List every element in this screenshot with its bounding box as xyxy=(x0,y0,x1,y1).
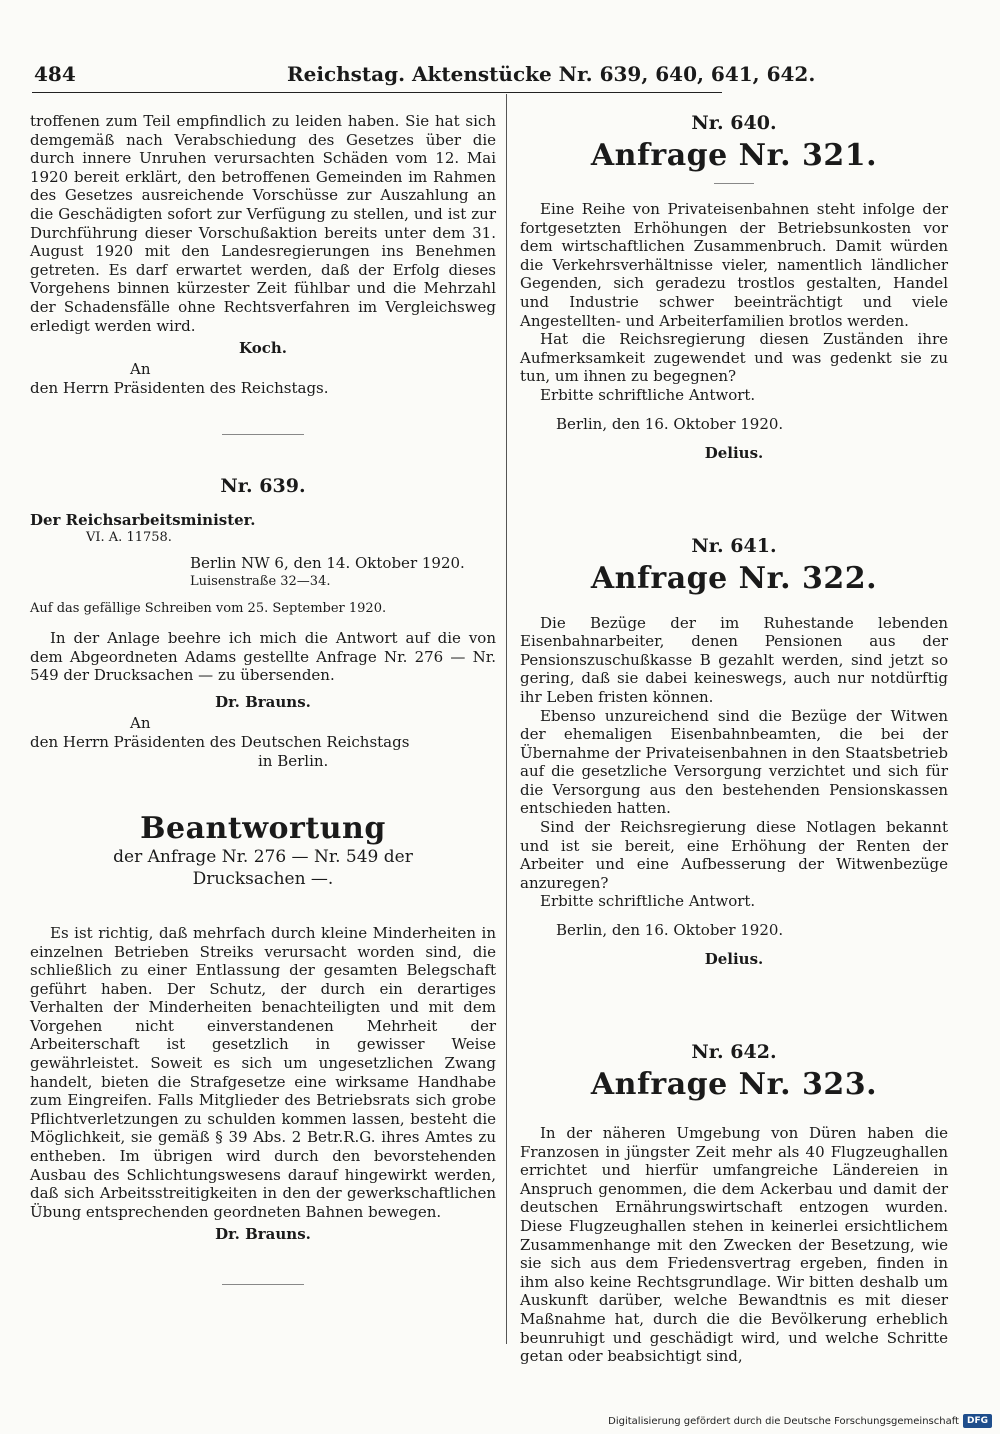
doc-number-642: Nr. 642. xyxy=(691,1041,777,1064)
running-title: Reichstag. Aktenstücke Nr. 639, 640, 641, 642. xyxy=(287,62,816,86)
answer-subtitle: der Anfrage Nr. 276 — Nr. 549 der Drucksachen —. xyxy=(113,846,413,889)
page-header xyxy=(32,60,816,93)
street-address: Luisenstraße 32—34. xyxy=(190,574,331,590)
section-divider xyxy=(222,434,304,435)
anfrage-321-paragraph-1: Eine Reihe von Privateisenbahnen steht infolge der fortgesetzten Erhöhungen der Betriebsunkosten vor dem wirtschaftlichen Zusammenbruch. Damit würden die Verkehrsverhältnisse vieler, namentlich ländlicher Gegenden, sich geradezu trostlos gestalten, Handel und Industrie schwer beeinträchtigt und viele Angestellten- und Arbeiterfamilien brotlos werden. xyxy=(520,200,948,330)
salutation-an: An xyxy=(130,360,151,379)
anfrage-322-paragraph-2: Ebenso unzureichend sind die Bezüge der Witwen der ehemaligen Eisenbahnbeamten, die bei der Übernahme der Privateisenbahnen in den Staatsbetrieb auf die gesetzliche Versorgung verzichtet und sich für die Versorgung aus den bestehenden Pensionskassen entschieden hatten. xyxy=(520,706,948,818)
place-date: Berlin NW 6, den 14. Oktober 1920. xyxy=(190,554,465,573)
end-divider xyxy=(222,1284,304,1285)
doc-number-640: Nr. 640. xyxy=(691,112,777,134)
cover-letter-body: In der Anlage beehre ich mich die Antwort auf die von dem Abgeordneten Adams gestellte Anfrage Nr. 276 — Nr. 549 der Drucksachen — zu übersenden. xyxy=(30,629,496,685)
anfrage-321-paragraph-2: Hat die Reichsregierung diesen Zuständen ihre Aufmerksamkeit zugewendet und was gedenkt sie zu tun, um ihnen zu begegnen? xyxy=(520,330,948,386)
digitization-footer xyxy=(608,1414,992,1428)
page-number: 484 xyxy=(34,62,76,86)
doc-number-639: Nr. 639. xyxy=(220,475,306,498)
anfrage-322-date: Berlin, den 16. Oktober 1920. xyxy=(556,921,784,940)
anfrage-322-paragraph-1: Die Bezüge der im Ruhestande lebenden Eisenbahnarbeiter, denen Pensionen aus der Pensionszuschußkasse B gezahlt werden, sind jetzt so gering, daß sie dabei keineswegs, auch nur notdürftig ihr Leben fristen können. xyxy=(520,613,948,706)
answer-body: Es ist richtig, daß mehrfach durch kleine Minderheiten in einzelnen Betrieben Streiks verursacht worden sind, die schließlich zu einer Entlassung der gesamten Belegschaft geführt haben. Der Schutz, der durch ein derartiges Verhalten der Minderheiten benachteiligten und mit dem Vorgehen nicht einverstandenen Mehrheit der Arbeiterschaft ist gesetzlich in gewisser Weise gewährleistet. Soweit es sich um ungesetzlichen Zwang handelt, bieten die Strafgesetze eine wirksame Handhabe zum Eingreifen. Falls Mitglieder des Betriebsrats sich grobe Pflichtverletzungen zu schulden kommen lassen, besteht die Möglichkeit, sie gemäß § 39 Abs. 2 Betr.R.G. ihres Amtes zu entheben. Im übrigen wird durch den bevorstehenden Ausbau des Schlichtungswesens darauf hingewirkt werden, daß sich Arbeitsstreitigkeiten in den der gewerkschaftlichen Übung entsprechenden geordneten Bahnen bewegen. xyxy=(30,923,496,1221)
signature-brauns-2: Dr. Brauns. xyxy=(215,1225,311,1244)
anfrage-322-paragraph-3: Sind der Reichsregierung diese Notlagen bekannt und ist sie bereit, eine Erhöhung der Renten der Arbeiter und eine Aufbesserung der Witwenbezüge anzuregen? xyxy=(520,818,948,892)
signature-brauns: Dr. Brauns. xyxy=(215,692,311,711)
signature-delius-2: Delius. xyxy=(704,950,764,969)
doc-number-641: Nr. 641. xyxy=(691,534,777,557)
spacer xyxy=(520,596,948,614)
anfrage-323-paragraph-1: In der näheren Umgebung von Düren haben die Franzosen in jüngster Zeit mehr als 40 Flugzeughallen errichtet und hierfür umfangreiche Ländereien in Anspruch genommen, die dem Ackerbau und damit der deutschen Ernährungswirtschaft entzogen wurden. Diese Flugzeughallen stehen in keinerlei ersichtlichem Zusammenhange mit den Zwecken der Besetzung, wie sie sich aus dem Friedensvertrag ergeben, finden in ihm also keine Rechtsgrundlage. Wir bitten deshalb um Auskunft darüber, welche Bewandtnis es mit dieser Maßnahme hat, durch die die Bevölkerung erheblich beunruhigt und geschädigt wird, und welche Schritte getan oder beabsichtigt sind, xyxy=(520,1124,948,1366)
reference-code: VI. A. 11758. xyxy=(86,530,172,546)
reference-letter: Auf das gefällige Schreiben vom 25. September 1920. xyxy=(30,601,387,617)
left-column xyxy=(30,112,496,1285)
anfrage-322-title: Anfrage Nr. 322. xyxy=(590,560,878,596)
right-column xyxy=(520,112,948,1366)
addressee-line-1: den Herrn Präsidenten des Deutschen Reichstags xyxy=(30,732,410,751)
anfrage-321-paragraph-3: Erbitte schriftliche Antwort. xyxy=(540,385,756,404)
anfrage-321-date: Berlin, den 16. Oktober 1920. xyxy=(556,414,784,433)
spacer xyxy=(520,1102,948,1124)
anfrage-322-paragraph-4: Erbitte schriftliche Antwort. xyxy=(540,892,756,911)
salutation-an-2: An xyxy=(130,713,151,732)
spacer xyxy=(520,465,948,535)
dfg-logo-icon: DFG xyxy=(963,1414,992,1428)
answer-title: Beantwortung xyxy=(140,810,386,846)
footer-credit: Digitalisierung gefördert durch die Deutsche Forschungsgemeinschaft xyxy=(608,1415,959,1427)
column-divider xyxy=(506,94,507,1344)
continuation-paragraph: troffenen zum Teil empfindlich zu leiden haben. Sie hat sich demgemäß nach Verabschiedung des Gesetzes über die durch innere Unruhen verursachten Schäden vom 12. Mai 1920 bereit erklärt, den betroffenen Gemeinden im Rahmen des Gesetzes ausreichende Vorschüsse zur Auszahlung an die Geschädigten sofort zur Verfügung zu stellen, und ist zur Durchführung dieser Vorschußaktion bereits unter dem 31. August 1920 mit den Landesregierungen ins Benehmen getreten. Es darf erwartet werden, daß der Erfolg dieses Vorgehens binnen kürzester Zeit fühlbar und die Mehrzahl der Schadensfälle ohne Rechtsverfahren im Vergleichsweg erledigt werden wird. xyxy=(30,112,496,335)
spacer xyxy=(520,971,948,1041)
ministry-name: Der Reichsarbeitsminister. xyxy=(30,511,256,530)
anfrage-323-title: Anfrage Nr. 323. xyxy=(590,1067,878,1103)
addressee-line-2: in Berlin. xyxy=(258,751,329,770)
addressee: den Herrn Präsidenten des Reichstags. xyxy=(30,379,329,398)
anfrage-321-title: Anfrage Nr. 321. xyxy=(590,138,878,173)
signature-koch: Koch. xyxy=(239,339,287,358)
title-rule xyxy=(714,183,754,184)
signature-delius: Delius. xyxy=(704,443,764,462)
